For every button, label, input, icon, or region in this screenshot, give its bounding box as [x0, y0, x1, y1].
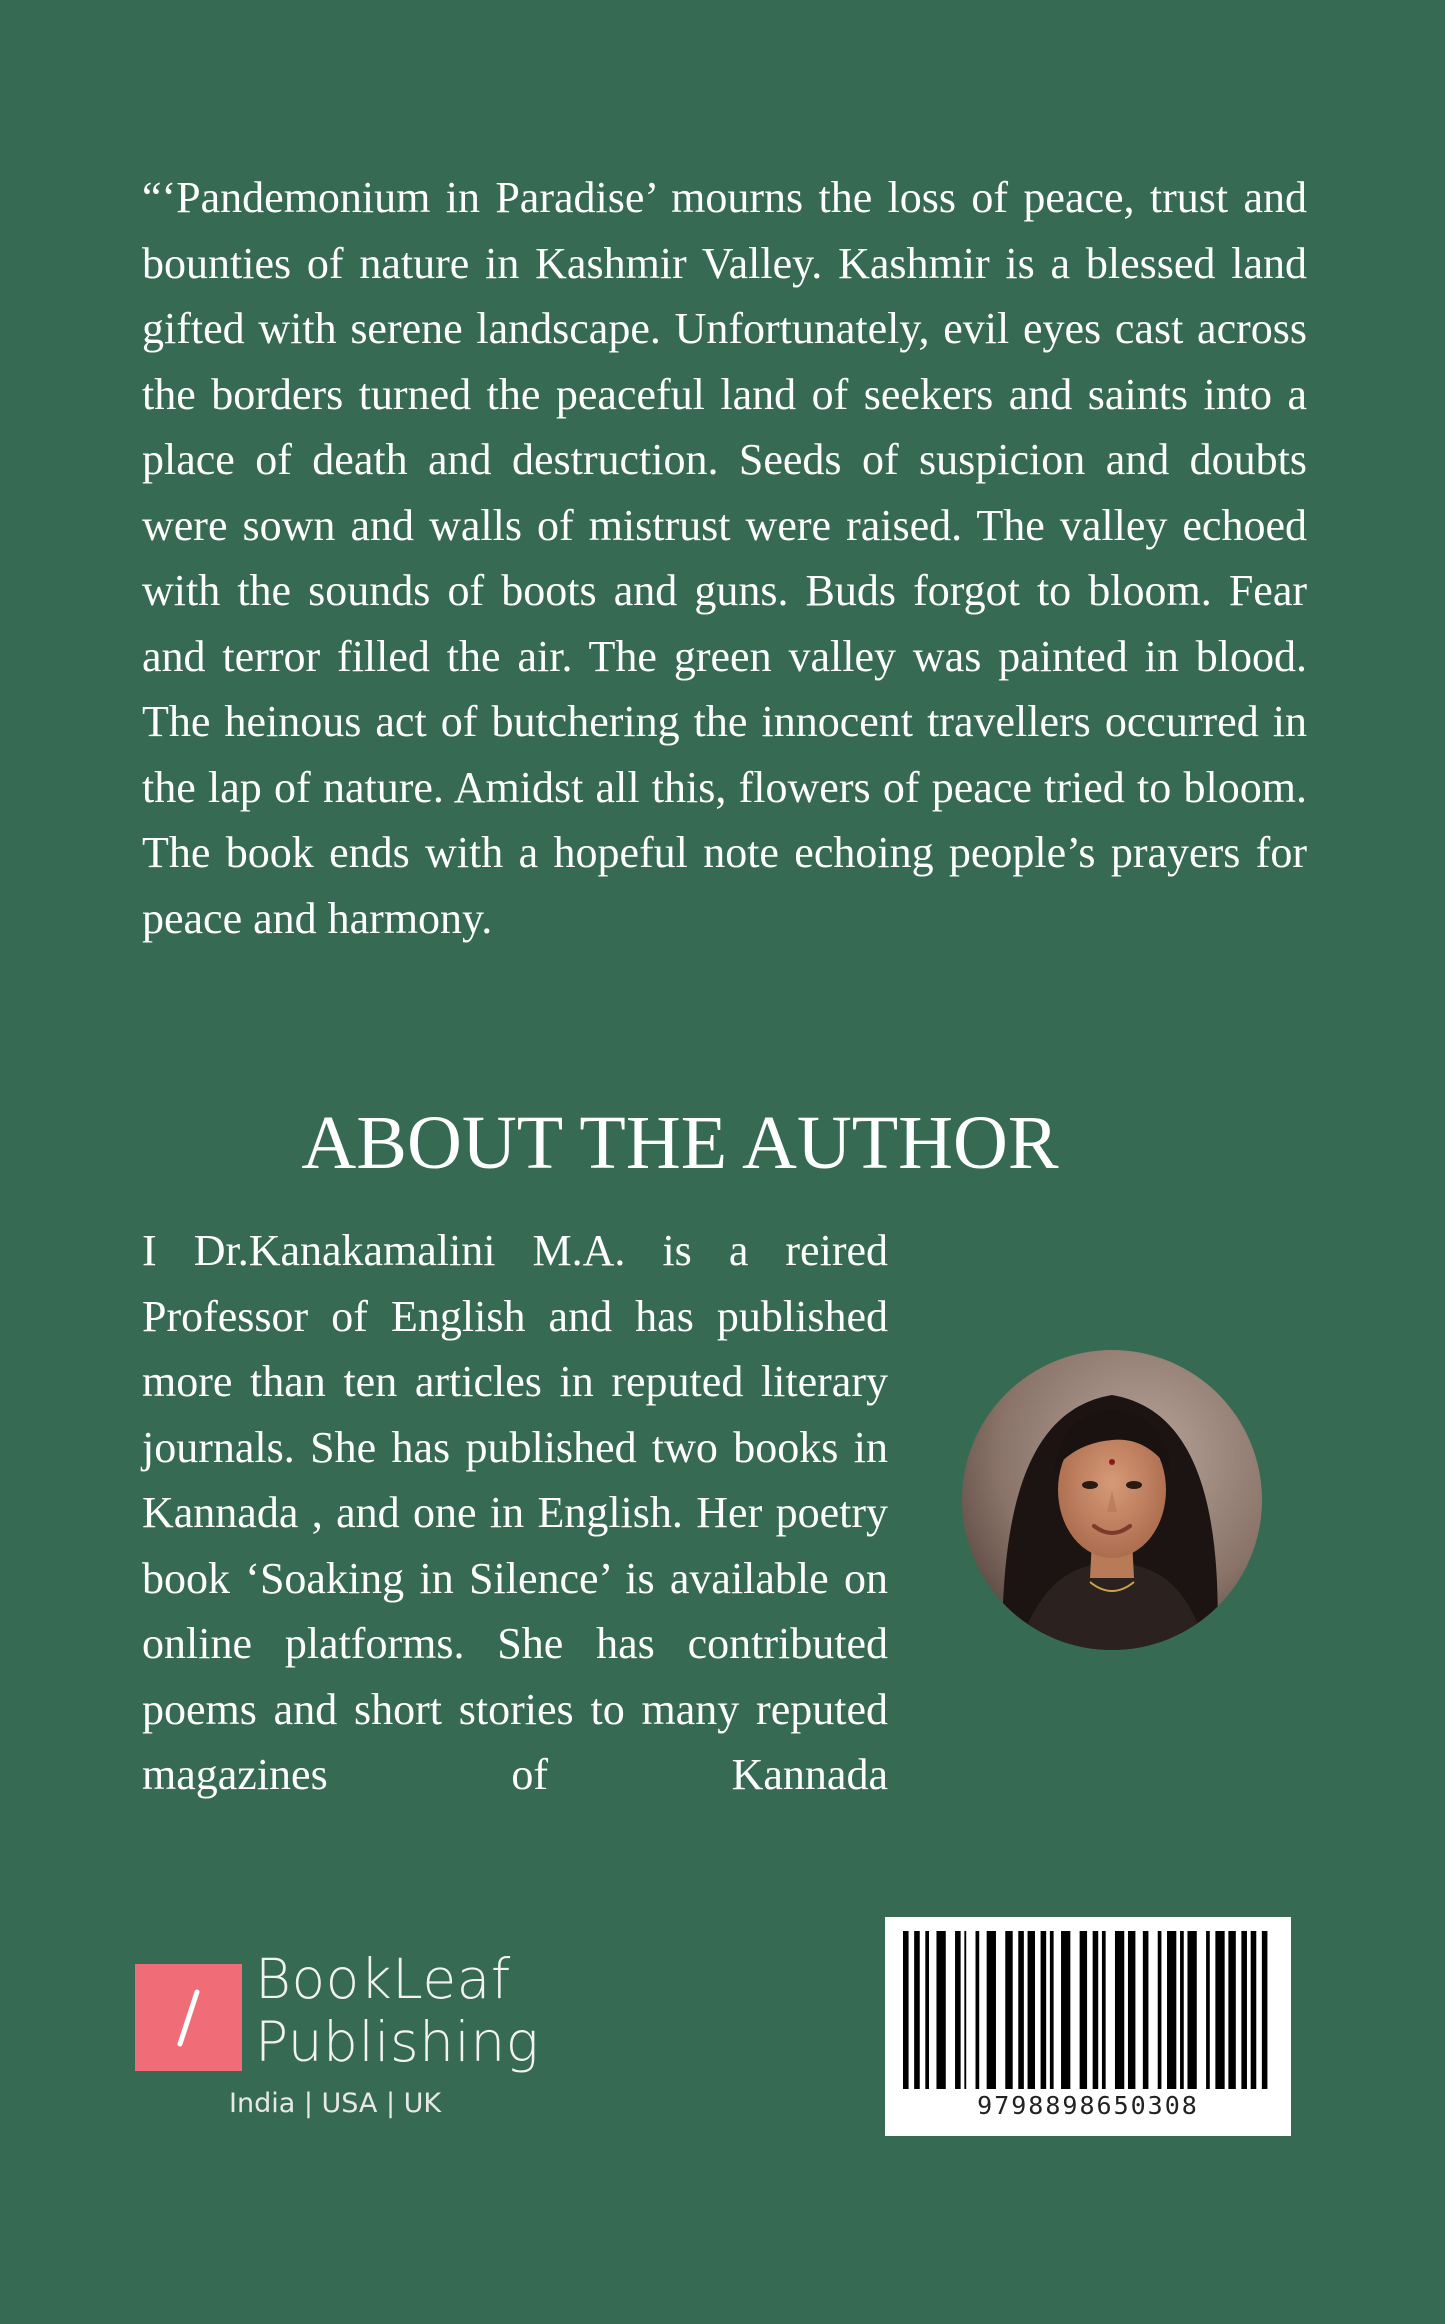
author-portrait-icon [962, 1350, 1262, 1650]
barcode-bar [976, 1931, 980, 2089]
about-author-heading: ABOUT THE AUTHOR [301, 1101, 1059, 1185]
barcode-bar [1241, 1931, 1247, 2089]
barcode-bar [1143, 1931, 1149, 2089]
barcode-bar [1187, 1931, 1196, 2089]
book-blurb: “‘Pandemonium in Paradise’ mourns the loss of peace, trust and bounties of nature in Kashmir Valley. Kashmir is a blessed land gifted with serene landscape. Unfortunately, evil eyes cast across the borders turned the peaceful land of seekers and saints into a place of death and destruction. Seeds of suspicion and doubts were sown and walls of mistrust were raised. The valley echoed with the sounds of boots and guns. Buds forgot to bloom. Fear and terror filled the air. The green valley was painted in blood. The heinous act of butchering the innocent travellers occurred in the lap of nature. Amidst all this, flowers of peace tried to bloom. The book ends with a hopeful note echoing people’s prayers for peace and harmony. [142, 173, 1307, 943]
barcode-bar [1251, 1931, 1257, 2089]
barcode-bar [1102, 1931, 1106, 2089]
publisher-logo [135, 1947, 540, 2140]
barcode-bar [1041, 1931, 1047, 2089]
barcode-bar [1128, 1931, 1135, 2089]
barcode-bar [1061, 1931, 1070, 2089]
barcode-bar [1215, 1931, 1224, 2089]
barcode-bar [1115, 1931, 1124, 2089]
barcode-bar [1080, 1931, 1087, 2089]
barcode-bar [1262, 1931, 1268, 2089]
barcode-bar [1167, 1931, 1176, 2089]
barcode-bar [1018, 1931, 1024, 2089]
barcode-bar [987, 1931, 996, 2089]
barcode-bar [1206, 1931, 1210, 2089]
barcode-bar [1228, 1931, 1235, 2089]
publisher-name-line2: Publishing [255, 2010, 540, 2074]
barcode-bars [903, 1931, 1273, 2089]
barcode-bar [1028, 1931, 1035, 2089]
barcode-bar [903, 1931, 909, 2089]
publisher-name-line1: BookLeaf [255, 1947, 511, 2011]
barcode-bar [955, 1931, 961, 2089]
barcode-bar [1050, 1931, 1054, 2089]
barcode-bar [1158, 1931, 1162, 2089]
barcode-bar [1005, 1931, 1012, 2089]
isbn-barcode [885, 1917, 1291, 2136]
barcode-bar [1093, 1931, 1099, 2089]
publisher-regions: India | USA | UK [229, 2088, 442, 2119]
author-photo [962, 1350, 1262, 1650]
author-bio: I Dr.Kanakamalini M.A. is a reired Professor of English and has published more than ten articles in reputed literary journals. She has published two books in Kannada , and one in English. Her poetry book ‘Soaking in Silence’ is available on online platforms. She has contributed poems and short stories to many reputed magazines of Kannada [142, 1226, 888, 1799]
publisher-name [255, 1948, 539, 2074]
barcode-bar [964, 1931, 966, 2089]
barcode-bar [936, 1931, 945, 2089]
slash-logo-icon [135, 1964, 242, 2071]
barcode-bar [1180, 1931, 1184, 2089]
isbn-number: 9798898650308 [977, 2091, 1199, 2120]
barcode-bar [914, 1931, 920, 2089]
barcode-bar [925, 1931, 929, 2089]
